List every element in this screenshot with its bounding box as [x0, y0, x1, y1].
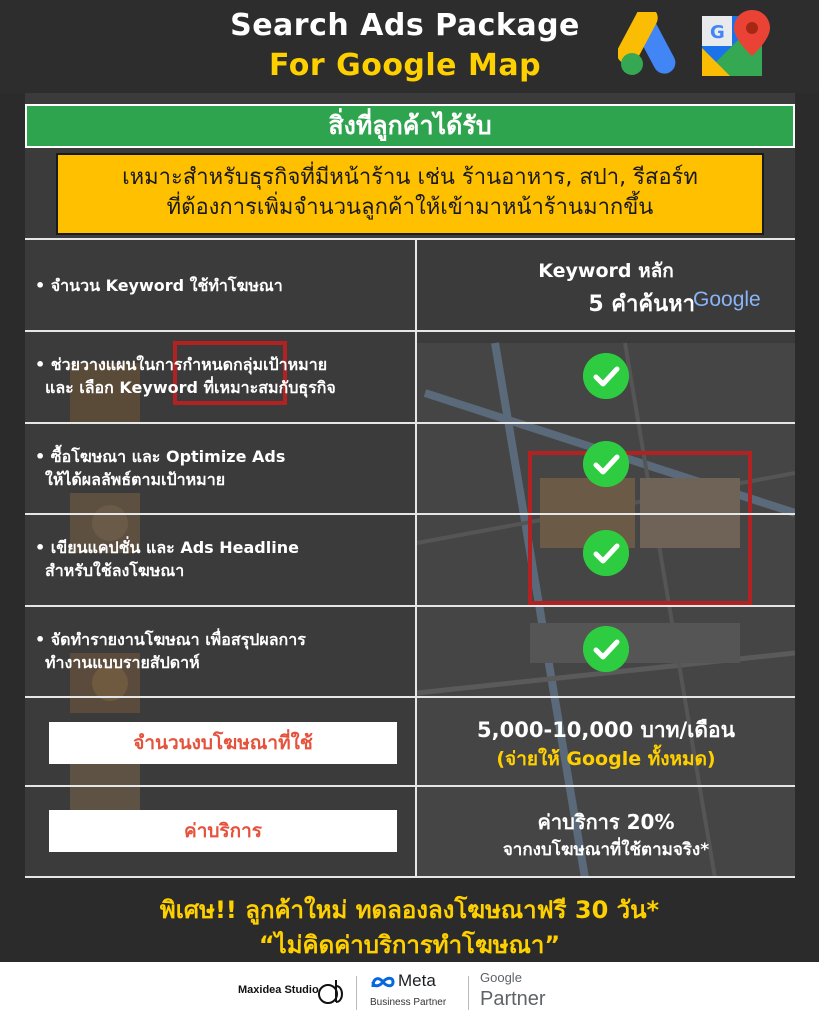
keyword-main-label: Keyword หลัก	[538, 260, 674, 282]
check-icon	[583, 353, 629, 399]
divider	[25, 330, 795, 332]
divider	[25, 513, 795, 515]
check-icon	[583, 530, 629, 576]
feature-buy-ads-line2: ให้ได้ผลลัพธ์ตามเป้าหมาย	[45, 470, 226, 490]
google-partner-wordmark: Google	[480, 970, 522, 985]
benefits-banner: สิ่งที่ลูกค้าได้รับ	[25, 104, 795, 148]
target-business-box	[56, 153, 764, 235]
feature-planning-line2: และ เลือก Keyword ที่เหมาะสมกับธุรกิจ	[45, 378, 336, 398]
feature-report-line1: • จัดทำรายงานโฆษณา เพื่อสรุปผลการ	[35, 630, 306, 649]
google-maps-logo-icon	[700, 8, 776, 80]
maxidea-logo	[238, 962, 348, 1024]
maxidea-wordmark: Maxidea Studio	[238, 984, 319, 996]
promo-line2: “ไม่คิดค่าบริการทำโฆษณา”	[258, 931, 561, 959]
divider	[25, 422, 795, 424]
divider	[25, 696, 795, 698]
feature-buy-ads	[35, 445, 405, 491]
column-divider	[415, 238, 417, 878]
check-icon	[583, 441, 629, 487]
meta-wordmark: Meta	[398, 971, 436, 990]
feature-caption-line2: สำหรับใช้ลงโฆษณา	[45, 561, 185, 581]
feature-buy-ads-line1: • ซื้อโฆษณา และ Optimize Ads	[35, 447, 286, 466]
budget-label: จำนวนงบโฆษณาที่ใช้	[49, 722, 397, 764]
title-line1: Search Ads Package	[230, 8, 580, 43]
google-ads-logo-icon	[618, 12, 692, 78]
target-line2: ที่ต้องการเพิ่มจำนวนลูกค้าให้เข้ามาหน้าร้านมากขึ้น	[166, 194, 654, 220]
service-fee-note: จากงบโฆษณาที่ใช้ตามจริง*	[502, 840, 710, 860]
meta-partner-sub: Business Partner	[370, 997, 447, 1008]
footer-separator	[468, 976, 469, 1010]
footer-separator	[356, 976, 357, 1010]
check-icon	[583, 626, 629, 672]
budget-value: 5,000-10,000 บาท/เดือน	[477, 718, 735, 742]
target-line1: เหมาะสำหรับธุรกิจที่มีหน้าร้าน เช่น ร้านอาหาร, สปา, รีสอร์ท	[122, 165, 698, 190]
feature-caption	[35, 536, 405, 582]
feature-report-line2: ทำงานแบบรายสัปดาห์	[45, 653, 200, 673]
maxidea-mark-icon	[318, 976, 346, 1008]
svg-text:G: G	[710, 22, 725, 43]
feature-planning	[35, 353, 405, 399]
meta-partner-logo	[370, 962, 465, 1024]
divider	[25, 785, 795, 787]
feature-keyword-count: • จำนวน Keyword ใช้ทำโฆษณา	[35, 276, 283, 295]
header	[0, 0, 819, 93]
service-fee-value: ค่าบริการ 20%	[537, 810, 675, 834]
feature-planning-line1: • ช่วยวางแผนในการกำหนดกลุ่มเป้าหมาย	[35, 355, 328, 374]
google-wordmark: Google	[693, 288, 761, 311]
feature-report	[35, 628, 405, 674]
divider	[25, 605, 795, 607]
meta-infinity-icon	[370, 974, 396, 990]
google-partner-logo	[480, 962, 570, 1024]
feature-caption-line1: • เขียนแคปชั่น และ Ads Headline	[35, 538, 299, 557]
divider	[25, 876, 795, 878]
title-line2: For Google Map	[268, 48, 542, 83]
keyword-count-value: 5 คำค้นหา	[588, 292, 695, 317]
feature-table	[25, 238, 795, 878]
partner-footer	[0, 962, 819, 1024]
google-partner-sub: Partner	[480, 988, 546, 1010]
service-fee-label: ค่าบริการ	[49, 810, 397, 852]
budget-note: (จ่ายให้ Google ทั้งหมด)	[496, 748, 716, 770]
promo-line1: พิเศษ!! ลูกค้าใหม่ ทดลองลงโฆษณาฟรี 30 วัน*	[159, 896, 660, 924]
divider	[25, 238, 795, 240]
